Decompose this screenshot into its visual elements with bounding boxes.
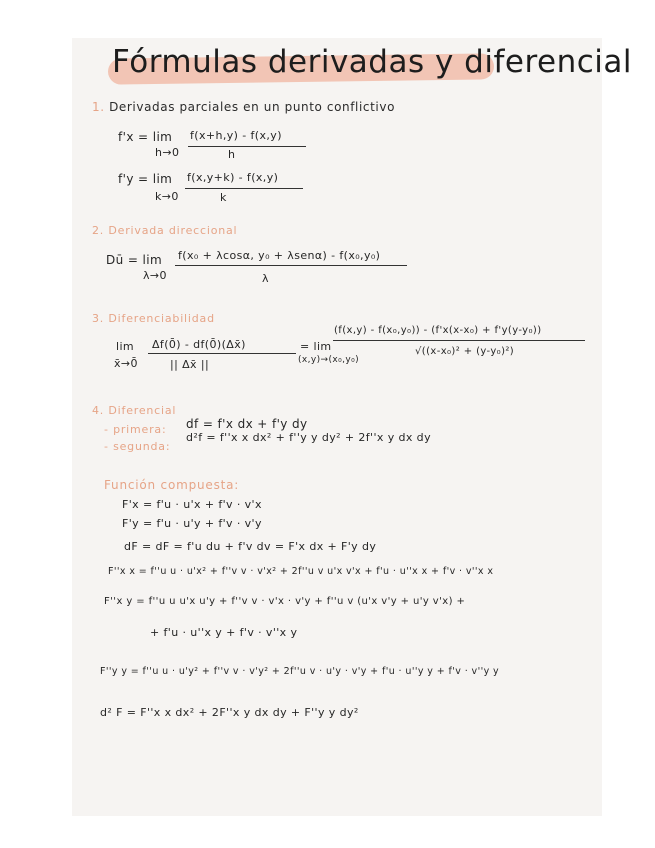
- composite-second-differential: d² F = F''x x dx² + 2F''x y dx dy + F''y y dy²: [100, 706, 359, 719]
- diff-denominator-2: √((x-x₀)² + (y-y₀)²): [415, 346, 515, 357]
- composite-fyy: F''y y = f''u u · u'y² + f''v v · v'y² + 2f''u v · u'y · v'y + f'u · u''y y + f'v · v''y y: [100, 666, 500, 677]
- composite-dF: dF = dF = f'u du + f'v dv = F'x dx + F'y dy: [124, 540, 377, 553]
- fy-limit-sub: k→0: [155, 190, 179, 203]
- diff-fraction-bar-2: [333, 340, 585, 341]
- composite-fxy-cont: + f'u · u''x y + f'v · v''x y: [150, 626, 298, 639]
- directional-limit-sub: λ→0: [143, 269, 167, 282]
- section-1-title: Derivadas parciales en un punto conflictivo: [109, 100, 396, 114]
- segunda-label: - segunda:: [104, 440, 171, 453]
- diff-lim-sub: x̄→0̄: [114, 357, 138, 370]
- fx-lhs: f'x = lim: [118, 130, 173, 144]
- fy-fraction-bar: [185, 188, 303, 189]
- fx-numerator: f(x+h,y) - f(x,y): [190, 129, 282, 142]
- section-1-heading: [92, 100, 395, 114]
- primera-label: - primera:: [104, 423, 167, 436]
- directional-numerator: f(x₀ + λcosα, y₀ + λsenα) - f(x₀,y₀): [178, 249, 381, 262]
- diff-lim: lim: [116, 340, 135, 353]
- diff-fraction-bar: [148, 353, 296, 354]
- section-4-heading: 4. Diferencial: [92, 404, 177, 417]
- composite-fx: F'x = f'u · u'x + f'v · v'x: [122, 498, 262, 511]
- section-2-heading: 2. Derivada direccional: [92, 224, 238, 237]
- composite-fxx: F''x x = f''u u · u'x² + f''v v · v'x² + 2f''u v u'x v'x + f'u · u''x x + f'v · v''x x: [108, 566, 494, 577]
- section-3-heading: 3. Diferenciabilidad: [92, 312, 215, 325]
- fx-fraction-bar: [188, 146, 306, 147]
- directional-fraction-bar: [175, 265, 407, 266]
- section-5-heading: Función compuesta:: [104, 478, 240, 492]
- composite-fy: F'y = f'u · u'y + f'v · v'y: [122, 517, 262, 530]
- fy-numerator: f(x,y+k) - f(x,y): [187, 171, 279, 184]
- page-title: Fórmulas derivadas y diferencial: [112, 44, 633, 80]
- diff-numerator: Δf(0̄) - df(0̄)(Δx̄): [152, 338, 246, 351]
- directional-denominator: λ: [262, 272, 269, 285]
- diff-limit-sub-2: (x,y)→(x₀,y₀): [298, 355, 360, 365]
- fx-limit-sub: h→0: [155, 146, 180, 159]
- diff-equals-lim: = lim: [300, 340, 332, 353]
- fy-denominator: k: [220, 191, 227, 204]
- section-1-number: 1.: [92, 100, 105, 114]
- composite-fxy: F''x y = f''u u u'x u'y + f''v v · v'x · v'y + f''u v (u'x v'y + u'y v'x) +: [104, 596, 466, 607]
- directional-lhs: Dū = lim: [106, 253, 163, 267]
- diff-numerator-2: (f(x,y) - f(x₀,y₀)) - (f'x(x-x₀) + f'y(y-y₀)): [334, 325, 542, 336]
- second-differential: d²f = f''x x dx² + f''y y dy² + 2f''x y dx dy: [186, 431, 431, 444]
- fx-denominator: h: [228, 148, 236, 161]
- first-differential: df = f'x dx + f'y dy: [186, 417, 308, 431]
- diff-denominator: || Δx̄ ||: [170, 358, 210, 371]
- fy-lhs: f'y = lim: [118, 172, 173, 186]
